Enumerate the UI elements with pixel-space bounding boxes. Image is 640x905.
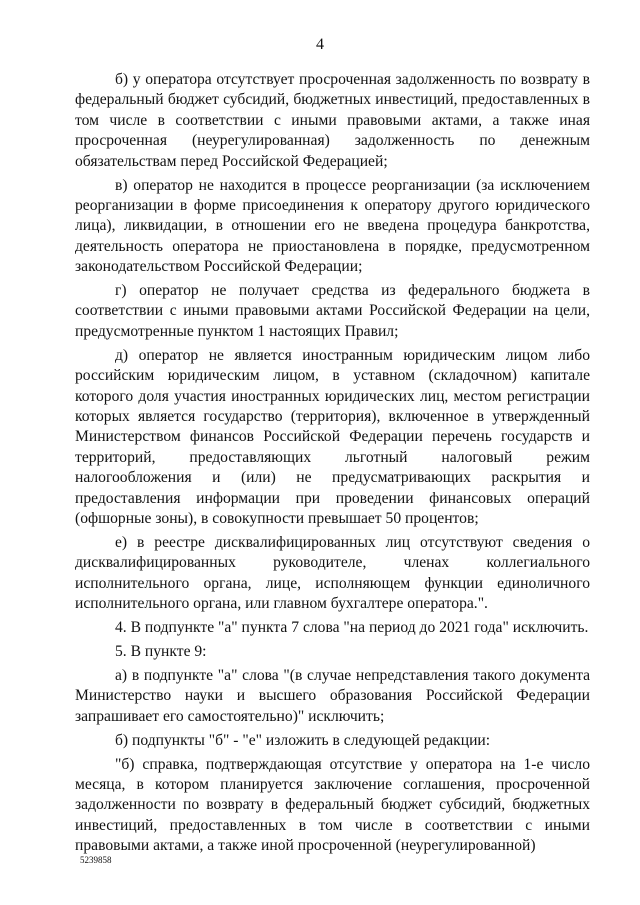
- paragraph-subpoint-v: в) оператор не находится в процессе реорганизации (за исключением реорганизации в форме присоединения к оператору другого юридического лица), ликвидации, в отношении его не введена процедура банкротства, деятельность оператора не приостановлена в порядке, предусмотренном законодательством Российской Федерации;: [75, 176, 590, 276]
- paragraph-subpoint-d: д) оператор не является иностранным юридическим лицом либо российским юридическим лицом, в уставном (складочном) капитале которого доля участия иностранных юридических лиц, местом регистрации которых является государство (территория), включенное в утвержденный Министерством финансов Российской Федерации перечень государств и территорий, предоставляющих льготный налоговый режим налогообложения и (или) не предусматривающих раскрытия и предоставления информации при проведении финансовых операций (офшорные зоны), в совокупности превышает 50 процентов;: [75, 346, 590, 528]
- document-body: [75, 70, 590, 860]
- paragraph-subpoint-b: б) у оператора отсутствует просроченная задолженность по возврату в федеральный бюджет субсидий, бюджетных инвестиций, предоставленных в том числе в соответствии с иными правовыми актами, а также иная просроченная (неурегулированная) задолженность по денежным обязательствам перед Российской Федерацией;: [75, 71, 590, 170]
- paragraph-subpoint-g: г) оператор не получает средства из федерального бюджета в соответствии с иными правовыми актами Российской Федерации на цели, предусмотренные пунктом 1 настоящих Правил;: [75, 282, 590, 340]
- paragraph-item-5: 5. В пункте 9:: [115, 642, 207, 660]
- page-number: 4: [316, 36, 324, 53]
- paragraph-item-5-b: б) подпункты "б" - "е" изложить в следующей редакции:: [115, 731, 491, 749]
- paragraph-item-5-a: а) в подпункте "а" слова "(в случае непредставления такого документа Министерство науки и высшего образования Российской Федерации запрашивает его самостоятельно)" исключить;: [75, 666, 590, 725]
- paragraph-subpoint-e: е) в реестре дисквалифицированных лиц отсутствуют сведения о дисквалифицированных руководителе, членах коллегиального исполнительного органа, лице, исполняющем функции единоличного исполнительного органа, или главном бухгалтере оператора.".: [75, 533, 590, 613]
- document-code: 5239858: [80, 855, 112, 865]
- paragraph-item-4: 4. В подпункте "а" пункта 7 слова "на период до 2021 года" исключить.: [115, 619, 589, 637]
- paragraph-new-subpoint-b: "б) справка, подтверждающая отсутствие у оператора на 1-е число месяца, в котором планируется заключение соглашения, просроченной задолженности по возврату в федеральный бюджет субсидий, бюджетных инвестиций, предоставленных в том числе в соответствии с иными правовыми актами, а также иной просроченной (неурегулированной): [75, 755, 590, 855]
